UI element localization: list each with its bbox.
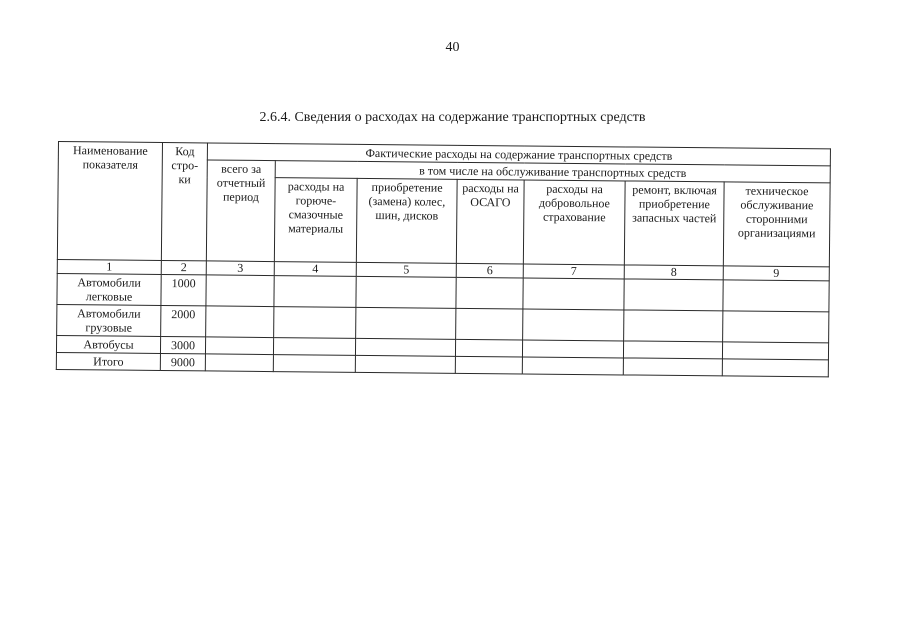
header-including-maintenance: в том числе на обслуживание транспортных средств	[275, 161, 830, 183]
empty-cell	[522, 357, 623, 375]
row-code: 2000	[161, 305, 206, 336]
empty-cell	[273, 338, 355, 356]
header-voluntary-insurance: расходы на добровольное страхование	[523, 180, 625, 265]
column-number: 8	[624, 265, 723, 280]
empty-cell	[723, 311, 829, 343]
empty-cell	[523, 309, 624, 341]
header-total-period: всего за отчетный период	[206, 160, 275, 262]
empty-cell	[624, 310, 723, 342]
empty-cell	[205, 337, 273, 355]
empty-cell	[723, 280, 829, 312]
row-name: Автомобили грузовые	[57, 304, 161, 336]
empty-cell	[722, 359, 828, 377]
header-osago: расходы на ОСАГО	[456, 179, 524, 264]
row-name: Итого	[56, 352, 160, 370]
empty-cell	[455, 339, 522, 357]
empty-cell	[355, 355, 455, 373]
header-repair-parts: ремонт, включая приобретение запасных частей	[624, 181, 724, 266]
row-name: Автобусы	[56, 335, 160, 353]
empty-cell	[624, 279, 723, 311]
column-number: 3	[206, 261, 274, 276]
column-number: 2	[161, 260, 206, 274]
page-number: 40	[445, 40, 460, 55]
empty-cell	[456, 277, 523, 309]
empty-cell	[356, 276, 456, 308]
header-actual-expenses: Фактические расходы на содержание транспортных средств	[207, 143, 830, 166]
header-fuel-lubricants: расходы на горюче-смазочные материалы	[274, 178, 357, 263]
header-code: Код стро-ки	[161, 143, 207, 261]
empty-cell	[355, 338, 455, 356]
row-code: 9000	[160, 353, 205, 370]
empty-cell	[274, 307, 356, 339]
row-name: Автомобили легковые	[57, 273, 161, 305]
column-number: 4	[274, 262, 356, 277]
column-number: 6	[456, 263, 523, 278]
empty-cell	[206, 275, 274, 307]
empty-cell	[456, 308, 523, 340]
header-third-party-service: техническое обслуживание сторонними организациями	[723, 182, 830, 267]
column-number: 1	[57, 259, 161, 274]
empty-cell	[522, 340, 623, 358]
empty-cell	[206, 306, 274, 338]
row-code: 3000	[160, 336, 205, 353]
column-number: 7	[523, 264, 624, 279]
empty-cell	[722, 342, 828, 360]
empty-cell	[205, 354, 273, 372]
column-number: 5	[356, 262, 456, 277]
empty-cell	[273, 355, 355, 373]
row-code: 1000	[161, 274, 206, 305]
header-wheels-tires: приобретение (замена) колес, шин, дисков	[356, 178, 457, 263]
column-number: 9	[723, 266, 829, 281]
empty-cell	[356, 307, 456, 339]
section-title: 2.6.4. Сведения о расходах на содержание транспортных средств	[259, 110, 646, 125]
empty-cell	[623, 341, 722, 359]
empty-cell	[523, 278, 624, 310]
header-indicator: Наименование показателя	[57, 142, 162, 261]
empty-cell	[623, 358, 722, 376]
empty-cell	[455, 356, 522, 374]
empty-cell	[274, 276, 356, 308]
expenses-table	[56, 141, 831, 377]
